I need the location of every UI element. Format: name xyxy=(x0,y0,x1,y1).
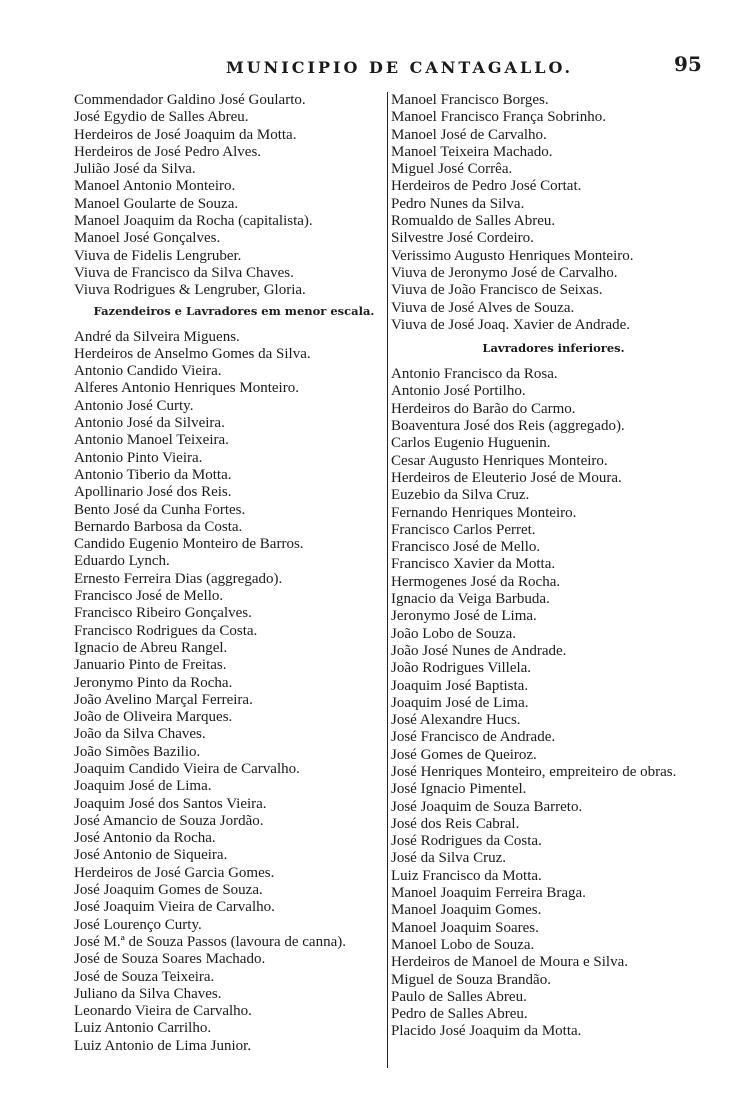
list-item: Miguel José Corrêa. xyxy=(391,161,513,178)
list-item: Joaquim Candido Vieira de Carvalho. xyxy=(74,760,300,777)
list-item: Manoel Goularte de Souza. xyxy=(74,195,239,212)
list-item: Manoel Francisco Borges. xyxy=(391,92,549,108)
list-item: Herdeiros de José Joaquim da Motta. xyxy=(74,126,297,143)
list-item: Viuva de José Joaq. Xavier de Andrade. xyxy=(391,316,631,333)
list-item: Hermogenes José da Rocha. xyxy=(391,573,561,590)
list-item: Francisco Carlos Perret. xyxy=(391,521,536,538)
list-item: José Rodrigues da Costa. xyxy=(391,833,542,850)
list-item: Herdeiros de Anselmo Gomes da Silva. xyxy=(74,345,311,362)
list-item: Herdeiros do Barão do Carmo. xyxy=(391,400,576,417)
right-list-2a xyxy=(391,366,716,764)
list-item: Viuva de Fidelis Lengruber. xyxy=(74,247,242,264)
list-item: André da Silveira Miguens. xyxy=(74,328,240,345)
list-item: Miguel de Souza Brandão. xyxy=(391,971,551,988)
wrapped-entry-text: José Henriques Monteiro, empreiteiro de obras. xyxy=(391,763,677,780)
list-item: José Joaquim Gomes de Souza. xyxy=(74,882,263,899)
list-item: Manoel Lobo de Souza. xyxy=(391,936,535,953)
list-item: Boaventura José dos Reis (aggregado). xyxy=(391,418,625,435)
list-item: Herdeiros de Pedro José Cortat. xyxy=(391,178,582,195)
list-item: Antonio Pinto Vieira. xyxy=(74,449,203,466)
list-item: Joaquim José de Lima. xyxy=(391,694,529,711)
list-item: Viuva de Francisco da Silva Chaves. xyxy=(74,264,294,281)
list-item: Viuva de José Alves de Souza. xyxy=(391,299,575,316)
list-item: Luiz Antonio Carrilho. xyxy=(74,1020,212,1037)
list-item: Viuva Rodrigues & Lengruber, Gloria. xyxy=(74,282,306,299)
list-item: Januario Pinto de Freitas. xyxy=(74,657,227,674)
list-item: Juliano da Silva Chaves. xyxy=(74,985,222,1002)
list-item: Luiz Antonio de Lima Junior. xyxy=(74,1037,252,1054)
list-item: Commendador Galdino José Goularto. xyxy=(74,92,306,108)
list-item: Antonio Francisco da Rosa. xyxy=(391,366,558,383)
list-item: Joaquim José Baptista. xyxy=(391,677,529,694)
list-item: Manoel José de Carvalho. xyxy=(391,126,547,143)
wrapped-entry xyxy=(391,764,716,781)
list-item: Verissimo Augusto Henriques Monteiro. xyxy=(391,247,634,264)
list-item: Julião José da Silva. xyxy=(74,161,196,178)
page-number: 95 xyxy=(674,52,702,76)
left-list-2 xyxy=(74,329,386,1055)
list-item: José Antonio de Siqueira. xyxy=(74,847,228,864)
right-list-2b xyxy=(391,781,716,1040)
list-item: Ignacio da Veiga Barbuda. xyxy=(391,591,550,608)
list-item: Manoel Teixeira Machado. xyxy=(391,143,553,160)
list-item: José de Souza Teixeira. xyxy=(74,968,215,985)
list-item: Antonio Tiberio da Motta. xyxy=(74,466,232,483)
list-item: Apollinario José dos Reis. xyxy=(74,484,232,501)
list-item: José Joaquim de Souza Barreto. xyxy=(391,798,583,815)
list-item: José Amancio de Souza Jordão. xyxy=(74,812,264,829)
list-item: José de Souza Soares Machado. xyxy=(74,951,266,968)
list-item: José Gomes de Queiroz. xyxy=(391,746,537,763)
list-item: José Alexandre Hucs. xyxy=(391,712,521,729)
list-item: Jeronymo Pinto da Rocha. xyxy=(74,674,233,691)
list-item: Bernardo Barbosa da Costa. xyxy=(74,518,243,535)
list-item: Silvestre José Cordeiro. xyxy=(391,230,534,247)
list-item: Francisco José de Mello. xyxy=(74,588,224,605)
list-item: João de Oliveira Marques. xyxy=(74,709,233,726)
list-item: João Avelino Marçal Ferreira. xyxy=(74,691,253,708)
list-item: Manoel Antonio Monteiro. xyxy=(74,178,236,195)
list-item: João José Nunes de Andrade. xyxy=(391,642,567,659)
page-header xyxy=(0,52,736,84)
list-item: Pedro Nunes da Silva. xyxy=(391,195,525,212)
list-item: Viuva de Jeronymo José de Carvalho. xyxy=(391,264,618,281)
list-item: Antonio José da Silveira. xyxy=(74,415,225,432)
list-item: José da Silva Cruz. xyxy=(391,850,506,867)
list-item: Romualdo de Salles Abreu. xyxy=(391,213,556,230)
list-item: Francisco José de Mello. xyxy=(391,539,541,556)
list-item: Bento José da Cunha Fortes. xyxy=(74,501,246,518)
list-item: José dos Reis Cabral. xyxy=(391,815,520,832)
list-item: Carlos Eugenio Huguenin. xyxy=(391,435,551,452)
list-item: Leonardo Vieira de Carvalho. xyxy=(74,1003,252,1020)
list-item: José M.ª de Souza Passos (lavoura de canna). xyxy=(74,933,346,950)
list-item: Ernesto Ferreira Dias (aggregado). xyxy=(74,570,283,587)
right-column xyxy=(391,92,716,1041)
list-item: José Egydio de Salles Abreu. xyxy=(74,109,249,126)
list-item: Manoel Joaquim Ferreira Braga. xyxy=(391,885,586,902)
list-item: João Lobo de Souza. xyxy=(391,625,516,642)
list-item: Herdeiros de José Garcia Gomes. xyxy=(74,864,275,881)
list-item: Cesar Augusto Henriques Monteiro. xyxy=(391,452,608,469)
list-item: José Ignacio Pimentel. xyxy=(391,781,527,798)
page-title: MUNICIPIO DE CANTAGALLO. xyxy=(226,58,574,77)
list-item: Euzebio da Silva Cruz. xyxy=(391,487,530,504)
list-item: João Rodrigues Villela. xyxy=(391,660,532,677)
left-column xyxy=(74,92,386,1055)
list-item: José Antonio da Rocha. xyxy=(74,830,216,847)
list-item: Francisco Rodrigues da Costa. xyxy=(74,622,258,639)
list-item: João da Silva Chaves. xyxy=(74,726,206,743)
list-item: Alferes Antonio Henriques Monteiro. xyxy=(74,380,299,397)
list-item: José Francisco de Andrade. xyxy=(391,729,556,746)
list-item: Joaquim José dos Santos Vieira. xyxy=(74,795,267,812)
list-item: Jeronymo José de Lima. xyxy=(391,608,537,625)
list-item: João Simões Bazilio. xyxy=(74,743,201,760)
list-item: Manoel Joaquim Gomes. xyxy=(391,902,542,919)
right-list-1 xyxy=(391,92,716,334)
list-item: Antonio Candido Vieira. xyxy=(74,363,222,380)
list-item: Candido Eugenio Monteiro de Barros. xyxy=(74,536,304,553)
list-item: Antonio José Portilho. xyxy=(391,383,526,400)
list-item: Herdeiros de José Pedro Alves. xyxy=(74,143,262,160)
list-item: Manoel Joaquim da Rocha (capitalista). xyxy=(74,213,313,230)
list-item: Herdeiros de Manoel de Moura e Silva. xyxy=(391,954,629,971)
list-item: José Lourenço Curty. xyxy=(74,916,202,933)
list-item: Fernando Henriques Monteiro. xyxy=(391,504,577,521)
list-item: Manoel Joaquim Soares. xyxy=(391,919,539,936)
list-item: Eduardo Lynch. xyxy=(74,553,170,570)
list-item: Pedro de Salles Abreu. xyxy=(391,1006,528,1023)
list-item: Paulo de Salles Abreu. xyxy=(391,988,527,1005)
list-item: Antonio Manoel Teixeira. xyxy=(74,432,229,449)
list-item: Manoel Francisco França Sobrinho. xyxy=(391,109,606,126)
column-divider xyxy=(387,92,388,1068)
right-section-title: Lavradores inferiores. xyxy=(482,341,625,356)
list-item: José Joaquim Vieira de Carvalho. xyxy=(74,899,275,916)
list-item: Viuva de João Francisco de Seixas. xyxy=(391,282,603,299)
list-item: Antonio José Curty. xyxy=(74,397,194,414)
list-item: Herdeiros de Eleuterio José de Moura. xyxy=(391,469,622,486)
list-item: Francisco Xavier da Motta. xyxy=(391,556,556,573)
list-item: Ignacio de Abreu Rangel. xyxy=(74,639,228,656)
left-list-1 xyxy=(74,92,386,300)
list-item: Francisco Ribeiro Gonçalves. xyxy=(74,605,252,622)
list-item: Joaquim José de Lima. xyxy=(74,778,212,795)
list-item: Luiz Francisco da Motta. xyxy=(391,867,542,884)
list-item: Placido José Joaquim da Motta. xyxy=(391,1023,582,1040)
left-section-title: Fazendeiros e Lavradores em menor escala. xyxy=(93,303,375,318)
list-item: Manoel José Gonçalves. xyxy=(74,230,221,247)
